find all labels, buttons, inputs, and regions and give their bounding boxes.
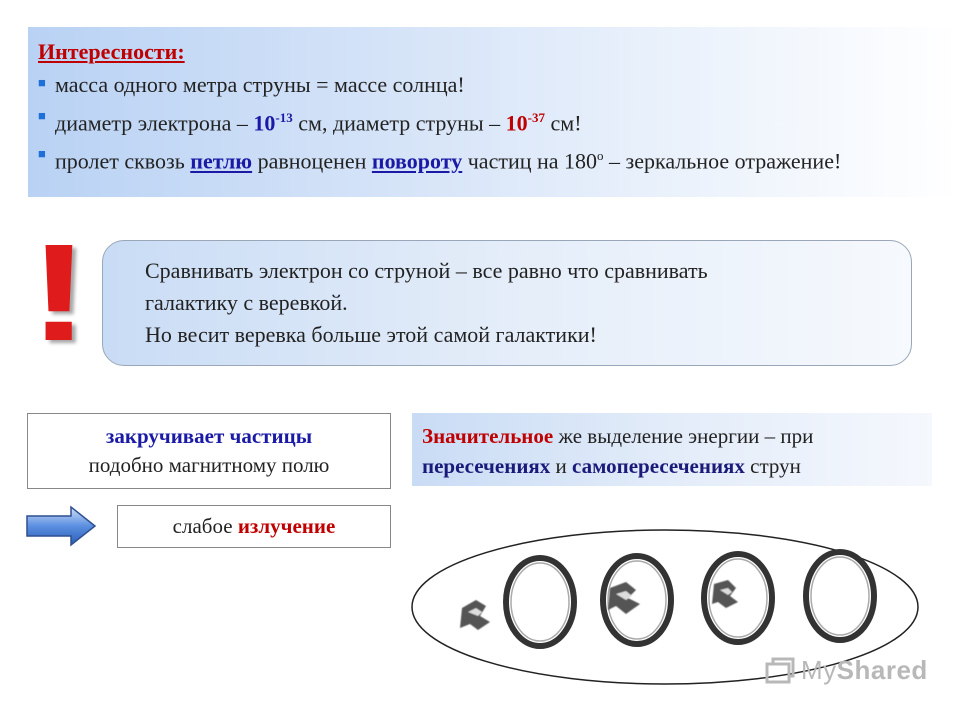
fact-text-part: диаметр электрона – [55,110,254,136]
comparison-box [102,240,912,366]
energy-emphasis: Значительное [422,424,554,448]
electron-diameter-exponent: -13 [275,110,293,125]
energy-box [412,413,932,486]
fact-text-part: см! [545,110,582,136]
degree-mark: о [597,148,604,164]
weak-radiation-box [117,505,391,548]
bullet-icon: ■ [38,146,46,162]
energy-text: и [550,454,573,478]
comparison-line: Но весит веревка больше этой самой галактики! [145,322,597,347]
facts-panel [28,27,960,197]
fact-item [38,68,950,101]
string-diameter-exponent: -37 [527,110,546,125]
watermark-shared: Shared [836,655,928,685]
fact-text: масса одного метра струны = массе солнца! [55,72,465,97]
twist-box-text: подобно магнитному полю [88,453,330,477]
myshared-watermark [765,655,928,686]
comparison-line: Сравнивать электрон со струной – все равно что сравнивать [145,258,708,283]
energy-text: струн [744,454,801,478]
electron-diameter-base: 10 [253,110,276,136]
bullet-icon: ■ [38,108,46,123]
right-arrow-icon [25,505,97,547]
weak-radiation-text: слабое [172,514,238,538]
fact-item [38,101,950,139]
fact-item [38,139,950,177]
bullet-icon: ■ [38,75,46,90]
intersections-term: пересечениях [422,454,551,478]
twist-box [27,413,391,489]
watermark-my: My [801,655,837,685]
exclamation-icon: ! [28,216,91,370]
fact-text [55,139,841,177]
facts-title: Интересности: [38,39,185,64]
comparison-line: галактику с веревкой. [145,290,348,315]
fact-text-part: – зеркальное отражение! [603,148,842,174]
fact-text [55,101,582,139]
loop-term: петлю [190,148,253,174]
energy-text: же выделение энергии – при [553,424,814,448]
self-intersections-term: самопересечениях [572,454,745,478]
turn-term: повороту [371,148,463,174]
twist-box-emphasis: закручивает частицы [105,424,313,448]
myshared-logo-icon [765,656,795,686]
fact-text-part: равноценен [252,148,372,174]
fact-text-part: пролет сквозь [55,148,191,174]
watermark-text [801,655,928,686]
radiation-emphasis: излучение [237,514,336,538]
string-diameter-base: 10 [505,110,528,136]
fact-text-part: см, диаметр струны – [292,110,506,136]
fact-text-part: частиц на 180 [462,148,598,174]
